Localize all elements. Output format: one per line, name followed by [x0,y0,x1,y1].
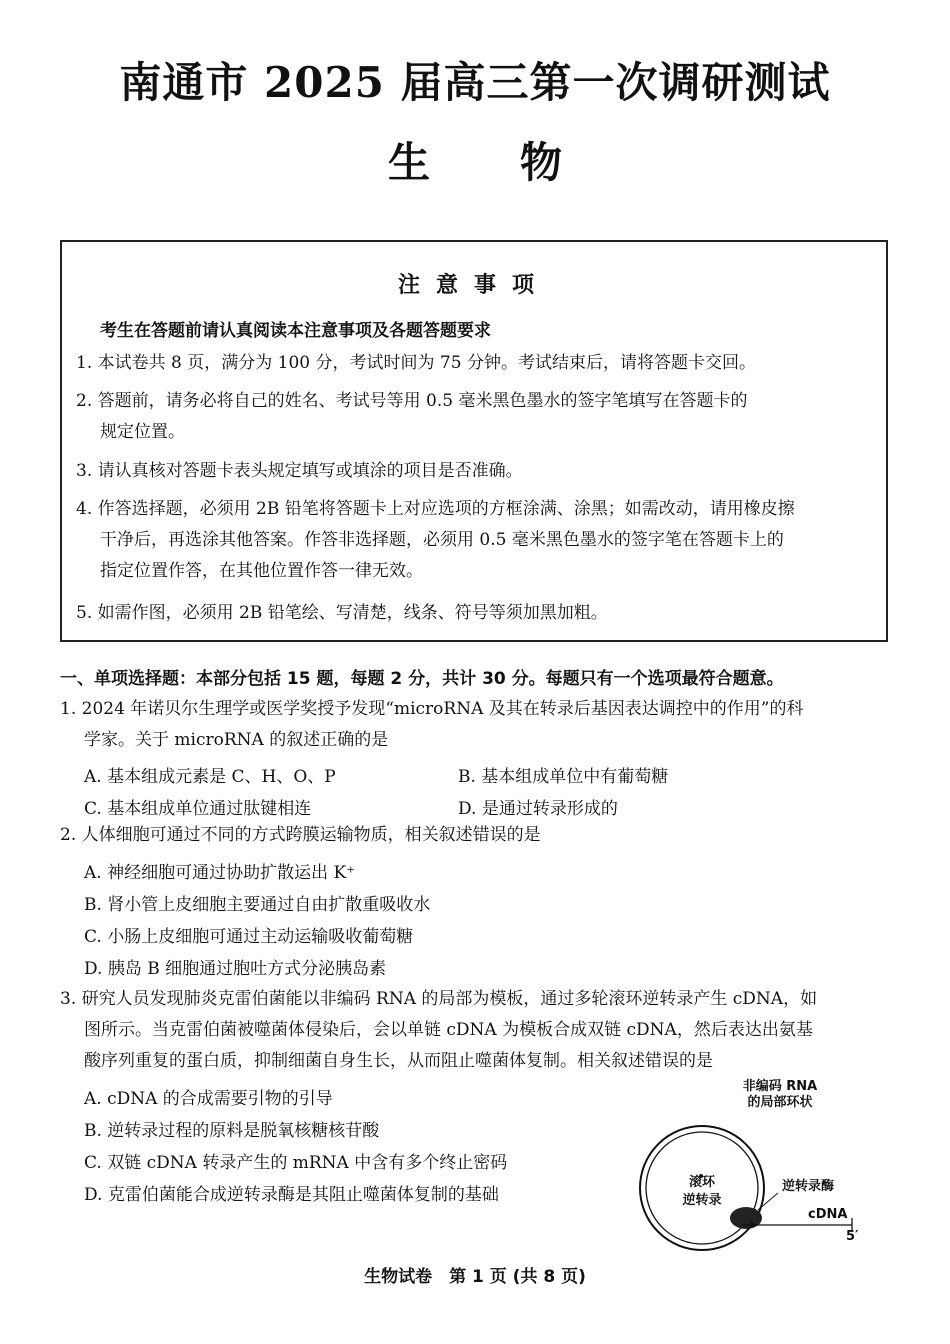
notice-item-2-cont: 规定位置。 [100,422,185,442]
question-1-option-b: B. 基本组成单位中有葡萄糖 [458,767,669,787]
question-3-option-b: B. 逆转录过程的原料是脱氧核糖核苷酸 [84,1121,380,1141]
question-3-line1: 3. 研究人员发现肺炎克雷伯菌能以非编码 RNA 的局部为模板，通过多轮滚环逆转录产生 cDNA，如 [60,989,818,1009]
notice-item-3-text: 3. 请认真核对答题卡表头规定填写或填涂的项目是否准确。 [76,461,523,481]
notice-box [60,240,888,642]
question-2-option-a: A. 神经细胞可通过协助扩散运出 K⁺ [84,863,356,883]
question-2-option-d: D. 胰岛 B 细胞通过胞吐方式分泌胰岛素 [84,959,387,979]
question-3-line3: 酸序列重复的蛋白质，抑制细菌自身生长，从而阻止噬菌体复制。相关叙述错误的是 [84,1051,713,1071]
question-1-line2: 学家。关于 microRNA 的叙述正确的是 [84,730,389,750]
question-2-option-b: B. 肾小管上皮细胞主要通过自由扩散重吸收水 [84,895,431,915]
question-1-option-c: C. 基本组成单位通过肽键相连 [84,799,312,819]
question-3-option-d: D. 克雷伯菌能合成逆转录酶是其阻止噬菌体复制的基础 [84,1185,499,1205]
reverse-transcriptase-blob [730,1207,762,1229]
question-1-option-d: D. 是通过转录形成的 [458,799,618,819]
question-2-stem [60,820,890,851]
diagram-label-cdna: cDNA [808,1207,848,1222]
question-3-line2: 图所示。当克雷伯菌被噬菌体侵染后，会以单链 cDNA 为模板合成双链 cDNA，然后表达出氨基 [84,1020,813,1040]
question-1-stem [60,694,890,756]
notice-item-1-text: 1. 本试卷共 8 页，满分为 100 分，考试时间为 75 分钟。考试结束后，请将答题卡交回。 [76,353,756,373]
notice-title: 注意事项 [397,273,550,298]
question-3-stem [60,984,890,1077]
diagram-label-end: 5′ [846,1229,859,1244]
question-1-line1: 1. 2024 年诺贝尔生理学或医学奖授予发现“microRNA 及其在转录后基因表达调控中的作用”的科 [60,699,804,719]
notice-item-2 [76,386,876,448]
exam-title: 南通市 2025 届高三第一次调研测试 [119,58,831,107]
question-2-option-c: C. 小肠上皮细胞可通过主动运输吸收葡萄糖 [84,927,414,947]
diagram-label-rna-1: 非编码 RNA [742,1079,818,1094]
notice-subtitle: 考生在答题前请认真阅读本注意事项及各题答题要求 [100,321,491,341]
notice-item-4-cont1: 干净后，再选涂其他答案。作答非选择题，必须用 0.5 毫米黑色墨水的签字笔在答题卡上的 [100,530,784,550]
subject-title: 生物 [387,138,652,187]
page-footer: 生物试卷 第 1 页 (共 8 页) [364,1267,586,1287]
question-3-option-c: C. 双链 cDNA 转录产生的 mRNA 中含有多个终止密码 [84,1153,508,1173]
notice-item-2-text: 2. 答题前，请务必将自己的姓名、考试号等用 0.5 毫米黑色墨水的签字笔填写在答题卡的 [76,391,748,411]
notice-item-4-cont2: 指定位置作答，在其他位置作答一律无效。 [100,561,423,581]
notice-item-1 [76,348,876,379]
diagram-label-center-2: 逆转录 [682,1193,722,1208]
diagram-label-rna-2: 的局部环状 [747,1095,813,1110]
question-1-option-a: A. 基本组成元素是 C、H、O、P [84,767,336,787]
notice-item-3 [76,456,876,487]
diagram-label-enzyme: 逆转录酶 [782,1179,835,1194]
section-heading: 一、单项选择题：本部分包括 15 题，每题 2 分，共计 30 分。每题只有一个选项最符合题意。 [60,669,784,689]
diagram-pointer-line [758,1193,778,1210]
question-2-line1: 2. 人体细胞可通过不同的方式跨膜运输物质，相关叙述错误的是 [60,825,541,845]
diagram-label-center-1: 滚环 [688,1175,716,1190]
rolling-circle-diagram [630,1068,890,1258]
notice-item-5-text: 5. 如需作图，必须用 2B 铅笔绘、写清楚，线条、符号等须加黑加粗。 [76,603,608,623]
notice-item-4-text: 4. 作答选择题，必须用 2B 铅笔将答题卡上对应选项的方框涂满、涂黑；如需改动，请用橡皮擦 [76,499,795,519]
question-3-option-a: A. cDNA 的合成需要引物的引导 [84,1089,333,1109]
notice-item-5 [76,598,876,629]
notice-item-4 [76,494,876,587]
